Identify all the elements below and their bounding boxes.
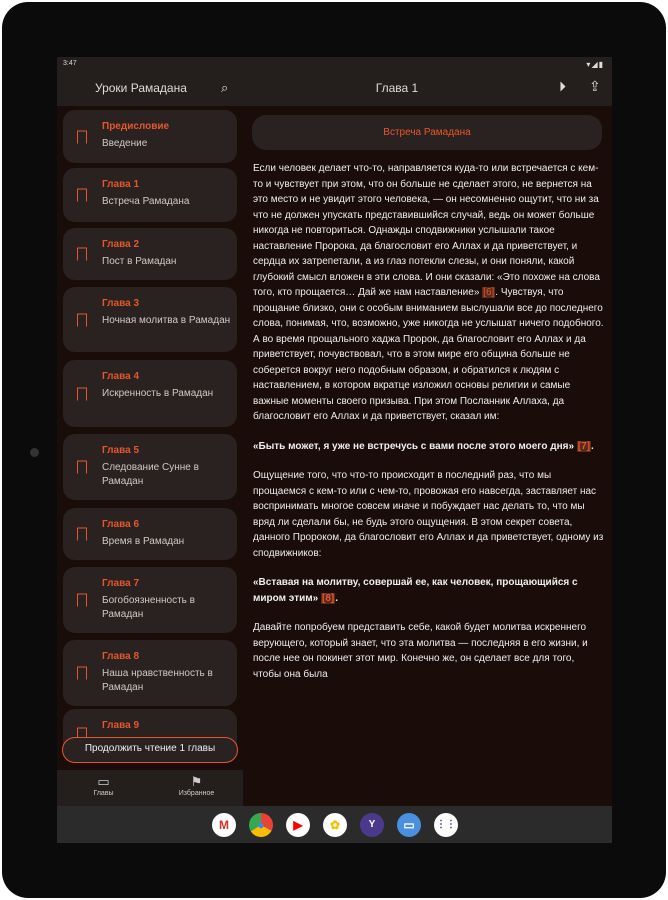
chapter-card-title: Глава 2	[102, 239, 140, 250]
gmail-icon[interactable]: M	[212, 813, 236, 837]
chapter-card-subtitle: Следование Сунне в Рамадан	[102, 462, 199, 487]
search-icon[interactable]: ⌕	[221, 80, 229, 95]
footnote-link[interactable]: [8]	[321, 592, 335, 604]
chapter-card-title: Предисловие	[102, 121, 170, 132]
bookmark-icon: ⚑	[190, 774, 203, 789]
photos-icon[interactable]: ✿	[323, 813, 347, 837]
bookmark-icon[interactable]	[77, 189, 87, 202]
bookmark-icon[interactable]	[77, 667, 87, 680]
messages-icon[interactable]: ▭	[397, 813, 421, 837]
chapter-card-subtitle: Ночная молитва в Рамадан	[102, 315, 231, 326]
status-time: 3:47	[63, 60, 77, 67]
chapter-card-subtitle: Пост в Рамадан	[102, 256, 177, 267]
chapter-card[interactable]	[63, 640, 237, 706]
footnote-link[interactable]: [6]	[483, 287, 495, 298]
paragraph: Давайте попробуем представить себе, какой будет молитва искреннего верующего, который знает, что эта молитва — последняя в его жизни, и после нее он покинет этот мир. Конечно же, он сделает все для того, чтобы она была	[253, 622, 588, 680]
chapter-card[interactable]	[63, 567, 237, 633]
bookmark-icon[interactable]	[77, 387, 87, 400]
bookmark-icon[interactable]	[77, 248, 87, 261]
bookmark-icon[interactable]	[77, 594, 87, 607]
chapter-card-title: Глава 7	[102, 578, 140, 589]
taskbar-dock	[57, 806, 612, 843]
bookmark-icon[interactable]	[77, 130, 87, 143]
share-icon[interactable]: ⇪	[589, 78, 601, 94]
chapters-icon: ▭	[97, 774, 110, 789]
quote: «Вставая на молитву, совершай ее, как человек, прощающийся с миром этим»	[253, 577, 578, 604]
chapter-card[interactable]	[63, 228, 237, 280]
chapter-card-subtitle: Встреча Рамадана	[102, 196, 190, 207]
chapter-card[interactable]	[63, 508, 237, 560]
youtube-icon[interactable]: ▶	[286, 813, 310, 837]
chapter-card-subtitle: Богобоязненность в Рамадан	[102, 595, 195, 620]
chapter-card-subtitle: Время в Рамадан	[102, 536, 185, 547]
app-drawer-icon[interactable]: ⋮⋮	[434, 813, 458, 837]
chapter-card[interactable]	[63, 287, 237, 352]
paragraph: . Чувствуя, что прощание близко, они с особым вниманием выслушали все до последнего слова, понимая, что, возможно, уже никогда не услышат ничего подобного.	[253, 287, 604, 329]
camera	[30, 448, 39, 457]
chapter-heading: Встреча Рамадана	[252, 115, 602, 150]
chapter-card-subtitle: Искренность в Рамадан	[102, 388, 214, 399]
chapter-card[interactable]	[63, 110, 237, 163]
app-bar	[57, 72, 612, 106]
nav-favorites[interactable]	[150, 774, 243, 797]
chapter-card-title: Глава 8	[102, 651, 140, 662]
paragraph: Ощущение того, что что-то происходит в последний раз, что мы прощаемся с кем-то или с чем-то, провожая его навсегда, заставляет нас воспринимать многое совсем иначе и побуждает нас делать то, что мы вряд ли сделали бы, не будь этого ощущения. В этом секрет совета, данного Пророком, да благословит его Аллах и да приветствует, одному из сподвижников:	[253, 470, 604, 559]
bookmark-icon[interactable]	[77, 461, 87, 474]
status-icons: ▾◢▮	[586, 60, 604, 69]
chapter-card[interactable]	[63, 360, 237, 427]
chapter-card-title: Глава 1	[102, 179, 140, 190]
bookmark-icon[interactable]	[77, 528, 87, 541]
chapter-card-title: Глава 3	[102, 298, 140, 309]
nav-favorites-label: Избранное	[178, 790, 215, 797]
chapter-card-title: Глава 9	[102, 720, 140, 731]
continue-reading-button[interactable]: Продолжить чтение 1 главы	[62, 737, 238, 763]
chapter-card-title: Глава 6	[102, 519, 140, 530]
screen	[57, 57, 612, 843]
bottom-nav	[57, 770, 243, 806]
nav-chapters-label: Главы	[93, 790, 114, 797]
bookmark-icon[interactable]	[77, 313, 87, 326]
nav-chapters[interactable]	[57, 774, 150, 797]
chapter-card[interactable]	[63, 434, 237, 500]
chapter-text: Если человек делает что-то, направляется куда-то или встречается с кем-то и чувствует при этом, что он больше не сделает этого, не вернется на это место и не увидит этого человека, — он несомненно ощутит, что ни за что не должен упускать представившийся случай, ведь он может больше никогда не повториться. Однажды сподвижники услышали такое наставление Пророка, да благословит его Аллах и да приветствует, и сердца их затрепетали, а из глаз потекли слезы, и они поняли, какой глубокий смысл вложен в эти слова. И они сказали: «Это похоже на слова того, кто прощается… Дай же нам наставление» [6]. Чувствуя, что прощание близко, они с особым вниманием выслушали все до последнего слова, понимая, что, возможно, уже никогда не услышат ничего подобного. А во время прощального хаджа Пророк, да благословит его Аллах и да приветствует, почувствовал, что в этом мире его община больше не соберется вокруг него подобным образом, и обратился к людям с наставлением, в котором вкратце изложил основы религии и самые важные моменты своего призыва. При этом Посланник Аллаха, да благословит его Аллах и да приветствует, сказал им: «Быть может, я уже не встречусь с вами после этого моего дня» [7]. Ощущение того, что что-то происходит в последний раз, что мы прощаемся с кем-то или с чем-то, провожая его навсегда, заставляет нас воспринимать многое совсем иначе и побуждает нас делать то, что мы вряд ли сделали бы, не будь этого ощущения. В этом секрет совета, данного Пророком, да благословит его Аллах и да приветствует, одному из сподвижников: «Вставая на молитву, совершай ее, как человек, прощающийся с миром этим» [8]. Давайте попробуем представить себе, какой будет молитва искреннего верующего, который знает, что эта молитва — последняя в его жизни, и после нее он покинет этот мир. Конечно же, он сделает все для того, чтобы она была	[253, 161, 605, 682]
chapter-card-subtitle: Наша нравственность в Рамадан	[102, 668, 213, 693]
quote: «Быть может, я уже не встречусь с вами после этого моего дня»	[253, 440, 575, 452]
chrome-icon[interactable]: ●	[249, 813, 273, 837]
paragraph: А во время прощального хаджа Пророк, да благословит его Аллах и да приветствует, почувствовал, что в этом мире его община больше не соберется вокруг него подобным образом, и обратился к людям с наставлением, в котором вкратце изложил основы религии и самые важные моменты своего призыва. При этом Посланник Аллаха, да благословит его Аллах и да приветствует, сказал им:	[253, 333, 586, 422]
chapter-card-subtitle: Введение	[102, 138, 148, 149]
chapter-card-title: Глава 5	[102, 445, 140, 456]
app-title: Уроки Рамадана	[95, 81, 187, 95]
footnote-link[interactable]: [7]	[577, 440, 591, 452]
status-bar	[57, 57, 612, 72]
paragraph: Если человек делает что-то, направляется куда-то или встречается с кем-то и чувствует при этом, что он больше не сделает этого, не вернется на это место и не увидит этого человека, — он несомненно ощутит, что ни за что не должен упускать представившийся случай, ведь он может больше никогда не повториться. Однажды сподвижники услышали такое наставление Пророка, да благословит его Аллах и да приветствует, и сердца их затрепетали, а из глаз потекли слезы, и они поняли, какой глубокий смысл вложен в эти слова. И они сказали: «Это похоже на слова того, кто прощается… Дай же нам наставление»	[253, 163, 600, 298]
chapter-card-title: Глава 4	[102, 371, 140, 382]
play-icon[interactable]: ⏵	[559, 78, 566, 94]
app-icon[interactable]: Y	[360, 813, 384, 837]
chapter-card[interactable]	[63, 168, 237, 222]
chapter-title: Глава 1	[375, 81, 419, 95]
